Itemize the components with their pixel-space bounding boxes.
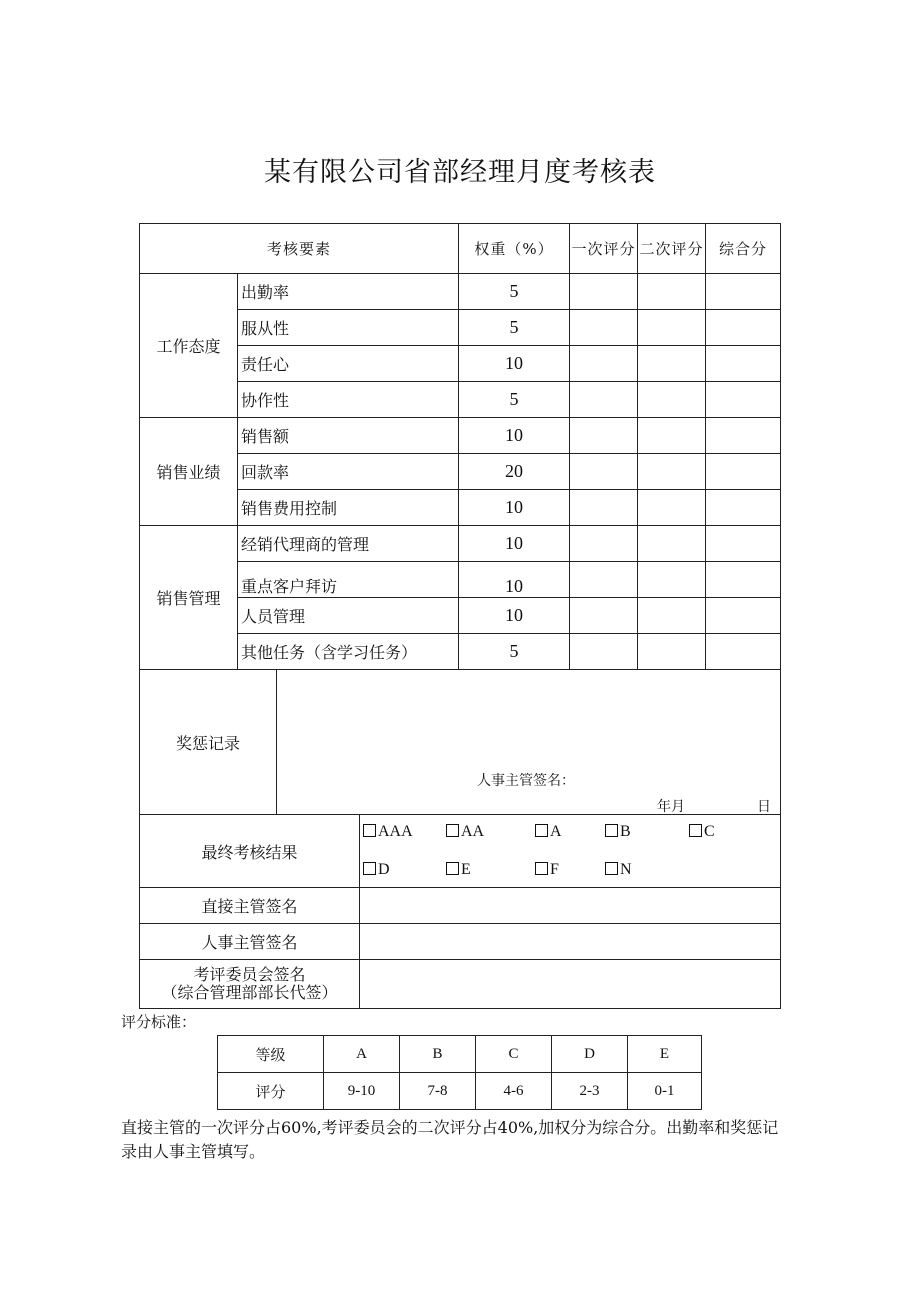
first-score-cell[interactable] bbox=[570, 454, 638, 490]
hr-supervisor-sign-field[interactable] bbox=[360, 924, 781, 960]
checkbox-icon bbox=[363, 824, 376, 837]
item-label: 服从性 bbox=[238, 310, 459, 346]
final-result-options bbox=[360, 815, 781, 888]
item-label: 责任心 bbox=[238, 346, 459, 382]
total-score-cell[interactable] bbox=[706, 418, 781, 454]
first-score-cell[interactable] bbox=[570, 418, 638, 454]
item-label: 协作性 bbox=[238, 382, 459, 418]
checkbox-icon bbox=[446, 824, 459, 837]
scoring-note: 直接主管的一次评分占60%,考评委员会的二次评分占40%,加权分为综合分。出勤率和奖惩记录由人事主管填写。 bbox=[121, 1118, 779, 1161]
header-factor: 考核要素 bbox=[140, 224, 459, 274]
total-score-cell[interactable] bbox=[706, 310, 781, 346]
header-weight: 权重（%） bbox=[459, 224, 570, 274]
total-score-cell[interactable] bbox=[706, 274, 781, 310]
header-total: 综合分 bbox=[706, 224, 781, 274]
score-cell: 7-8 bbox=[400, 1073, 476, 1110]
direct-supervisor-sign-label: 直接主管签名 bbox=[140, 888, 360, 924]
item-weight: 5 bbox=[459, 382, 570, 418]
second-score-cell[interactable] bbox=[638, 634, 706, 670]
header-first-score: 一次评分 bbox=[570, 224, 638, 274]
item-weight: 10 bbox=[459, 526, 570, 562]
first-score-cell[interactable] bbox=[570, 310, 638, 346]
item-weight: 10 bbox=[459, 562, 570, 598]
score-cell: 0-1 bbox=[628, 1073, 702, 1110]
option-aa[interactable]: AA bbox=[446, 823, 484, 841]
total-score-cell[interactable] bbox=[706, 598, 781, 634]
second-score-cell[interactable] bbox=[638, 310, 706, 346]
reward-content[interactable] bbox=[277, 670, 781, 815]
option-n[interactable]: N bbox=[605, 861, 632, 879]
item-weight: 10 bbox=[459, 346, 570, 382]
total-score-cell[interactable] bbox=[706, 382, 781, 418]
grade-header: 等级 bbox=[218, 1036, 324, 1073]
first-score-cell[interactable] bbox=[570, 382, 638, 418]
hr-supervisor-sign-label: 人事主管签名 bbox=[140, 924, 360, 960]
item-label: 其他任务（含学习任务） bbox=[238, 634, 459, 670]
group-label: 工作态度 bbox=[140, 274, 238, 418]
assessment-table bbox=[139, 223, 781, 1009]
grade-cell: C bbox=[476, 1036, 552, 1073]
item-label: 出勤率 bbox=[238, 274, 459, 310]
option-d[interactable]: D bbox=[363, 861, 390, 879]
first-score-cell[interactable] bbox=[570, 634, 638, 670]
first-score-cell[interactable] bbox=[570, 562, 638, 598]
day-label: 日 bbox=[757, 799, 771, 815]
item-weight: 10 bbox=[459, 490, 570, 526]
reward-label: 奖惩记录 bbox=[140, 670, 277, 815]
second-score-cell[interactable] bbox=[638, 562, 706, 598]
grade-cell: B bbox=[400, 1036, 476, 1073]
second-score-cell[interactable] bbox=[638, 490, 706, 526]
checkbox-icon bbox=[363, 862, 376, 875]
total-score-cell[interactable] bbox=[706, 526, 781, 562]
checkbox-icon bbox=[605, 824, 618, 837]
item-label: 重点客户拜访 bbox=[238, 562, 459, 598]
total-score-cell[interactable] bbox=[706, 562, 781, 598]
final-result-label: 最终考核结果 bbox=[140, 815, 360, 888]
option-e[interactable]: E bbox=[446, 861, 471, 879]
checkbox-icon bbox=[446, 862, 459, 875]
total-score-cell[interactable] bbox=[706, 490, 781, 526]
group-label: 销售业绩 bbox=[140, 418, 238, 526]
first-score-cell[interactable] bbox=[570, 526, 638, 562]
total-score-cell[interactable] bbox=[706, 454, 781, 490]
first-score-cell[interactable] bbox=[570, 490, 638, 526]
item-weight: 5 bbox=[459, 310, 570, 346]
total-score-cell[interactable] bbox=[706, 634, 781, 670]
checkbox-icon bbox=[689, 824, 702, 837]
checkbox-icon bbox=[605, 862, 618, 875]
standard-label: 评分标准： bbox=[121, 1013, 197, 1031]
item-label: 回款率 bbox=[238, 454, 459, 490]
score-cell: 9-10 bbox=[324, 1073, 400, 1110]
score-cell: 2-3 bbox=[552, 1073, 628, 1110]
second-score-cell[interactable] bbox=[638, 346, 706, 382]
second-score-cell[interactable] bbox=[638, 526, 706, 562]
item-label: 人员管理 bbox=[238, 598, 459, 634]
first-score-cell[interactable] bbox=[570, 598, 638, 634]
grade-cell: E bbox=[628, 1036, 702, 1073]
page-title: 某有限公司省部经理月度考核表 bbox=[264, 157, 656, 188]
item-weight: 20 bbox=[459, 454, 570, 490]
second-score-cell[interactable] bbox=[638, 418, 706, 454]
checkbox-icon bbox=[535, 862, 548, 875]
item-label: 销售费用控制 bbox=[238, 490, 459, 526]
committee-sign-line1: 考评委员会签名 bbox=[193, 965, 306, 984]
score-cell: 4-6 bbox=[476, 1073, 552, 1110]
first-score-cell[interactable] bbox=[570, 346, 638, 382]
hr-sign-label: 人事主管签名： bbox=[477, 773, 575, 789]
second-score-cell[interactable] bbox=[638, 274, 706, 310]
header-second-score: 二次评分 bbox=[638, 224, 706, 274]
option-a[interactable]: A bbox=[535, 823, 562, 841]
second-score-cell[interactable] bbox=[638, 598, 706, 634]
score-header: 评分 bbox=[218, 1073, 324, 1110]
committee-sign-label bbox=[140, 960, 360, 1009]
item-label: 经销代理商的管理 bbox=[238, 526, 459, 562]
grade-cell: D bbox=[552, 1036, 628, 1073]
total-score-cell[interactable] bbox=[706, 346, 781, 382]
item-weight: 10 bbox=[459, 418, 570, 454]
item-weight: 5 bbox=[459, 634, 570, 670]
option-aaa[interactable]: AAA bbox=[363, 823, 413, 841]
committee-sign-field[interactable] bbox=[360, 960, 781, 1009]
grade-cell: A bbox=[324, 1036, 400, 1073]
committee-sign-line2: （综合管理部部长代签） bbox=[161, 983, 338, 1002]
direct-supervisor-sign-field[interactable] bbox=[360, 888, 781, 924]
year-month-label: 年月 bbox=[657, 799, 685, 815]
second-score-cell[interactable] bbox=[638, 454, 706, 490]
second-score-cell[interactable] bbox=[638, 382, 706, 418]
option-c[interactable]: C bbox=[689, 823, 715, 841]
group-label: 销售管理 bbox=[140, 526, 238, 670]
option-b[interactable]: B bbox=[605, 823, 631, 841]
standard-table bbox=[217, 1035, 702, 1110]
option-f[interactable]: F bbox=[535, 861, 559, 879]
checkbox-icon bbox=[535, 824, 548, 837]
item-label: 销售额 bbox=[238, 418, 459, 454]
first-score-cell[interactable] bbox=[570, 274, 638, 310]
item-weight: 10 bbox=[459, 598, 570, 634]
item-weight: 5 bbox=[459, 274, 570, 310]
